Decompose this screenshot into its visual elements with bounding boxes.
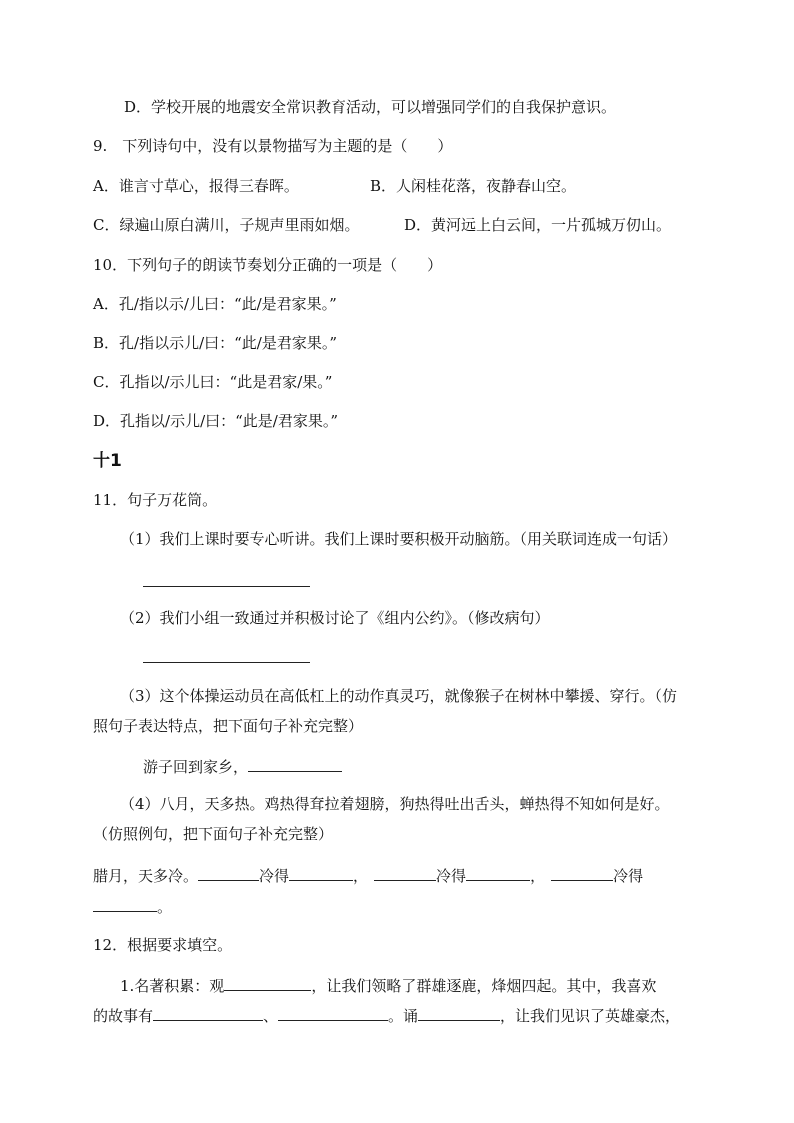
text-segment: 冷得: [259, 867, 290, 885]
question-9-option-c: C．绿遍山原白满川，子规声里雨如烟。: [93, 216, 360, 234]
question-9-stem: 9. 下列诗句中，没有以景物描写为主题的是（ ）: [93, 137, 453, 155]
prompt-text: 游子回到家乡，: [143, 758, 249, 776]
question-10-option-b: B．孔/指以示儿/曰：“此/是君家果。”: [93, 334, 338, 352]
question-9-option-d: D．黄河远上白云间，一片孤城万仞山。: [404, 216, 672, 234]
answer-blank[interactable]: [418, 1004, 500, 1021]
answer-blank[interactable]: [551, 864, 613, 881]
question-12-line-1: [120, 974, 656, 996]
answer-blank[interactable]: [374, 864, 436, 881]
text-segment: 。诵: [388, 1007, 419, 1025]
answer-blank[interactable]: [153, 1004, 263, 1021]
question-11-part-3-line-2: 照句子表达特点，把下面句子补充完整）: [93, 717, 364, 735]
question-12-stem: 12．根据要求填空。: [93, 936, 233, 954]
question-11-part-3-prompt: [143, 755, 342, 777]
question-10-stem: 10．下列句子的朗读节奏划分正确的一项是（ ）: [93, 256, 443, 274]
text-segment: 。: [157, 898, 173, 916]
question-11-part-4-answer-line: [93, 864, 643, 886]
question-10-option-a: A．孔/指以示/儿曰：“此/是君家果。”: [93, 295, 337, 313]
text-segment: 的故事有: [93, 1007, 154, 1025]
text-segment: 冷得: [436, 867, 467, 885]
question-11-part-1: （1）我们上课时要专心听讲。我们上课时要积极开动脑筋。（用关联词连成一句话）: [120, 530, 678, 548]
question-10-option-d: D．孔指以/示儿/曰：“此是/君家果。”: [93, 412, 339, 430]
question-11-stem: 11．句子万花筒。: [93, 491, 218, 509]
question-11-part-4-line-2: （仿照例句，把下面句子补充完整）: [93, 825, 334, 843]
answer-blank-11-1[interactable]: [143, 570, 310, 592]
question-9-option-a: A．谁言寸草心，报得三春晖。: [93, 177, 299, 195]
answer-blank-11-2[interactable]: [143, 646, 310, 668]
answer-blank[interactable]: [278, 1004, 388, 1021]
question-8-option-d: D．学校开展的地震安全常识教育活动，可以增强同学们的自我保护意识。: [124, 98, 617, 116]
question-9-option-b: B．人闲桂花落，夜静春山空。: [370, 177, 577, 195]
answer-blank[interactable]: [289, 864, 353, 881]
text-segment: ，让我们领略了群雄逐鹿，烽烟四起。其中，我喜欢: [311, 977, 657, 995]
question-12-line-2: [93, 1004, 680, 1026]
question-11-part-4-answer-line-2: [93, 895, 172, 917]
text-segment: 冷得: [613, 867, 644, 885]
text-segment: 、: [263, 1007, 279, 1025]
answer-blank-11-3[interactable]: [248, 755, 342, 772]
answer-blank[interactable]: [224, 974, 311, 991]
question-10-option-c: C．孔指以/示儿曰：“此是君家/果。”: [93, 373, 333, 391]
question-11-part-3-line-1: （3）这个体操运动员在高低杠上的动作真灵巧，就像猴子在树林中攀援、穿行。（仿: [120, 687, 678, 705]
answer-blank[interactable]: [93, 895, 157, 912]
answer-blank[interactable]: [466, 864, 530, 881]
text-segment: ，: [353, 867, 369, 885]
question-11-part-2: （2）我们小组一致通过并积极讨论了《组内公约》。（修改病句）: [120, 609, 550, 627]
text-segment: 腊月，天多冷。: [93, 867, 199, 885]
answer-blank[interactable]: [198, 864, 259, 881]
text-segment: ，: [530, 867, 546, 885]
text-segment: 1.名著积累：观: [120, 977, 225, 995]
question-11-part-4-line-1: （4）八月，天多热。鸡热得耷拉着翅膀，狗热得吐出舌头，蝉热得不知如何是好。: [120, 795, 670, 813]
text-segment: ，让我们见识了英雄豪杰，: [500, 1007, 681, 1025]
section-heading: 十1: [93, 451, 122, 471]
